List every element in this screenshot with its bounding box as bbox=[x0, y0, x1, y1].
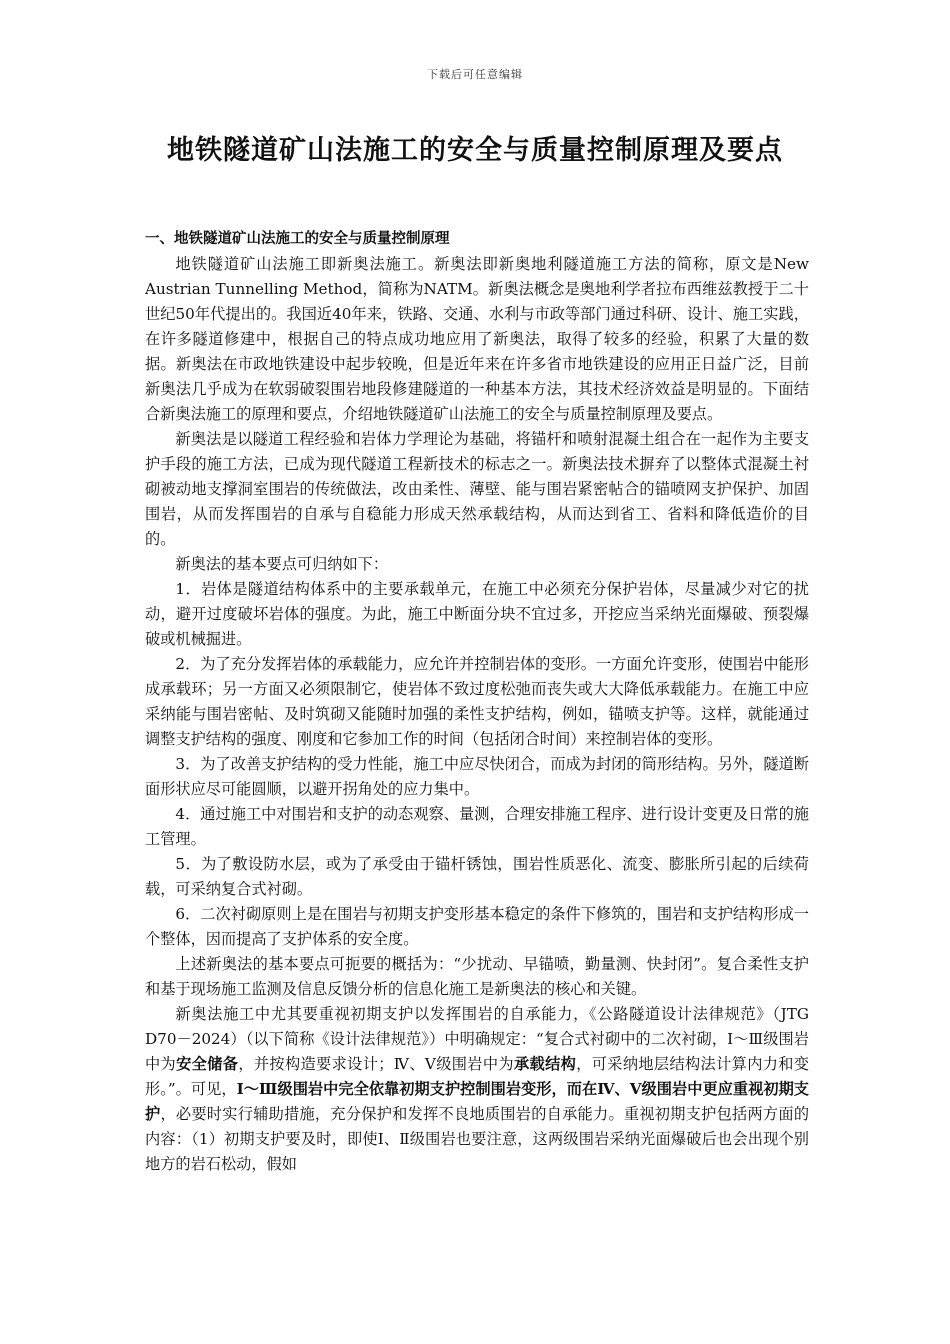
text-run: 新奥法施工中尤其要重视初期支护以发挥围岩的自承能力，《公路隧道设计法律规范》（JTG D70－2024）（以下简称《设计法律规范》）中明确规定：“复合式衬砌中的二次衬砌，Ⅰ～Ⅲ级围岩中为 bbox=[145, 1005, 809, 1073]
paragraph-point-4: 4．通过施工中对围岩和支护的动态观察、量测，合理安排施工程序、进行设计变更及日常的施工管理。 bbox=[145, 805, 809, 848]
paragraph-point-2: 2．为了充分发挥岩体的承载能力，应允许并控制岩体的变形。一方面允许变形，使围岩中能形成承载环；另一方面又必须限制它，使岩体不致过度松弛而丧失或大大降低承载能力。在施工中应采纳能与围岩密帖、及时筑砌又能随时加强的柔性支护结构，例如，锚喷支护等。这样，就能通过调整支护结构的强度、刚度和它参加工作的时间（包括闭合时间）来控制岩体的变形。 bbox=[145, 655, 809, 748]
paragraph-point-5: 5．为了敷设防水层，或为了承受由于锚杆锈蚀，围岩性质恶化、流变、膨胀所引起的后续荷载，可采纳复合式衬砌。 bbox=[145, 855, 809, 898]
paragraph-key-points-intro: 新奥法的基本要点可归纳如下： bbox=[175, 555, 389, 573]
paragraph-point-6: 6．二次衬砌原则上是在围岩与初期支护变形基本稳定的条件下修筑的，围岩和支护结构形成一个整体，因而提高了支护体系的安全度。 bbox=[145, 905, 809, 948]
bold-term-load-bearing: 承载结构 bbox=[513, 1055, 577, 1073]
document-body bbox=[145, 227, 809, 1177]
paragraph-initial-support bbox=[145, 1002, 809, 1177]
paragraph-point-3: 3．为了改善支护结构的受力性能，施工中应尽快闭合，而成为封闭的筒形结构。另外，隧道断面形状应尽可能圆顺，以避开拐角处的应力集中。 bbox=[145, 755, 809, 798]
text-run: ，并按构造要求设计；Ⅳ、Ⅴ级围岩中为 bbox=[238, 1055, 514, 1073]
paragraph-point-1: 1．岩体是隧道结构体系中的主要承载单元，在施工中必须充分保护岩体，尽量减少对它的扰动，避开过度破坏岩体的强度。为此，施工中断面分块不宜过多，开挖应当采纳光面爆破、预裂爆破或机械掘进。 bbox=[145, 580, 809, 648]
page-header-note: 下载后可任意编辑 bbox=[427, 68, 523, 81]
bold-key-statement: Ⅰ～Ⅲ级围岩中完全依靠初期支护控制围岩变形，而在Ⅳ、Ⅴ级围岩中更应重视初期支护 bbox=[145, 1080, 809, 1123]
paragraph-natm-definition: 新奥法是以隧道工程经验和岩体力学理论为基础，将锚杆和喷射混凝土组合在一起作为主要支护手段的施工方法，已成为现代隧道工程新技术的标志之一。新奥法技术摒弃了以整体式混凝土衬砌被动地支撑洞室围岩的传统做法，改由柔性、薄壁、能与围岩紧密帖合的锚喷网支护保护、加固围岩，从而发挥围岩的自承与自稳能力形成天然承载结构，从而达到省工、省料和降低造价的目的。 bbox=[145, 430, 809, 548]
text-run: ，必要时实行辅助措施，充分保护和发挥不良地质围岩的自承能力。重视初期支护包括两方面的内容：（1）初期支护要及时，即使Ⅰ、Ⅱ级围岩也要注意，这两级围岩采纳光面爆破后也会出现个别地方的岩石松动，假如 bbox=[145, 1105, 810, 1173]
bold-term-safety-reserve: 安全储备 bbox=[176, 1055, 239, 1073]
section-heading: 一、地铁隧道矿山法施工的安全与质量控制原理 bbox=[145, 231, 450, 247]
document-title: 地铁隧道矿山法施工的安全与质量控制原理及要点 bbox=[167, 135, 783, 166]
text-run: ，可采纳地层结构法计算内力和变形。”。可见， bbox=[145, 1055, 810, 1098]
paragraph-intro: 地铁隧道矿山法施工即新奥法施工。新奥法即新奥地利隧道施工方法的简称，原文是New Austrian Tunnelling Method，简称为NATM。新奥法概念是奥地利学者拉布西维兹教授于二十世纪50年代提出的。我国近40年来，铁路、交通、水利与市政等部门通过科研、设计、施工实践，在许多隧道修建中，根据自己的特点成功地应用了新奥法，取得了较多的经验，积累了大量的数据。新奥法在市政地铁建设中起步较晚，但是近年来在许多省市地铁建设的应用正日益广泛，目前新奥法几乎成为在软弱破裂围岩地段修建隧道的一种基本方法，其技术经济效益是明显的。下面结合新奥法施工的原理和要点，介绍地铁隧道矿山法施工的安全与质量控制原理及要点。 bbox=[145, 255, 809, 423]
paragraph-summary: 上述新奥法的基本要点可扼要的概括为：“少扰动、早锚喷，勤量测、快封闭”。复合柔性支护和基于现场施工监测及信息反馈分析的信息化施工是新奥法的核心和关键。 bbox=[145, 955, 809, 998]
